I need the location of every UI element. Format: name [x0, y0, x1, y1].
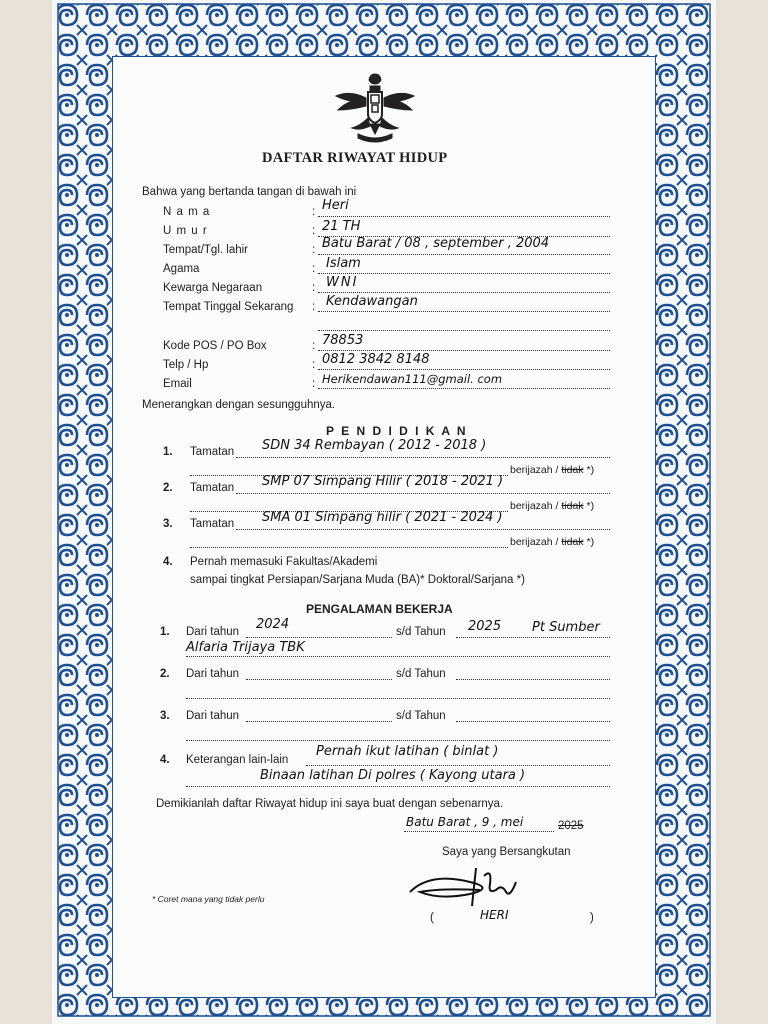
education-item4-line2: sampai tingkat Persiapan/Sarjana Muda (BA)* Doktoral/Sarjana *): [190, 574, 525, 586]
education-section-title: P E N D I D I K A N: [326, 424, 468, 438]
signature-icon: [400, 862, 540, 912]
experience-desc-1a: Pt Sumber: [532, 620, 600, 635]
experience-from-label: Dari tahun: [186, 710, 240, 722]
note-line-1: Pernah ikut latihan ( binlat ): [316, 744, 499, 759]
experience-item-number: 4.: [160, 754, 170, 766]
field-label-kewarganegaraan: Kewarga Negaraan: [163, 282, 263, 294]
ijazah-note: berijazah / tidak *): [510, 464, 595, 476]
field-label-nama: N a m a: [163, 206, 211, 218]
intro-text: Bahwa yang bertanda tangan di bawah ini: [142, 186, 357, 198]
experience-item-number: 2.: [160, 668, 170, 680]
field-label-ttl: Tempat/Tgl. lahir: [163, 244, 249, 256]
experience-from-1: 2024: [256, 617, 290, 632]
education-value-2: SMP 07 Simpang Hilir ( 2018 - 2021 ): [262, 474, 504, 489]
signer-label: Saya yang Bersangkutan: [442, 846, 571, 858]
field-value-ttl: Batu Barat / 08 , september , 2004: [322, 236, 550, 251]
ijazah-note: berijazah / tidak *): [510, 500, 595, 512]
experience-section-title: PENGALAMAN BEKERJA: [306, 602, 453, 616]
education-label: Tamatan: [190, 518, 235, 530]
paren-close: ): [590, 912, 594, 924]
closing-text: Demikianlah daftar Riwayat hidup ini saya buat dengan sebenarnya.: [156, 798, 504, 810]
education-item-number: 2.: [163, 482, 173, 494]
education-item-number: 4.: [163, 556, 173, 568]
field-value-telp: 0812 3842 8148: [322, 352, 430, 367]
year-suffix: 2025: [558, 820, 584, 832]
field-value-tempat-tinggal: Kendawangan: [326, 294, 418, 309]
experience-from-label: Dari tahun: [186, 668, 240, 680]
place-date: Batu Barat , 9 , mei: [406, 815, 524, 829]
document-title: DAFTAR RIWAYAT HIDUP: [262, 150, 448, 166]
paren-open: (: [430, 912, 434, 924]
education-value-3: SMA 01 Simpang hilir ( 2021 - 2024 ): [262, 510, 503, 525]
experience-item-number: 3.: [160, 710, 170, 722]
field-value-email: Herikendawan111@gmail. com: [322, 372, 503, 386]
experience-to-1: 2025: [468, 619, 502, 634]
experience-from-label: Dari tahun: [186, 626, 240, 638]
education-value-1: SDN 34 Rembayan ( 2012 - 2018 ): [262, 438, 487, 453]
field-label-telp: Telp / Hp: [163, 359, 209, 371]
field-value-nama: Heri: [322, 198, 349, 213]
field-label-tempat-tinggal: Tempat Tinggal Sekarang: [163, 301, 294, 313]
experience-to-label: s/d Tahun: [396, 710, 446, 722]
education-item-number: 3.: [163, 518, 173, 530]
footnote: * Coret mana yang tidak perlu: [152, 894, 265, 904]
ijazah-note: berijazah / tidak *): [510, 536, 595, 548]
education-item4-line1: Pernah memasuki Fakultas/Akademi: [190, 556, 378, 568]
experience-to-label: s/d Tahun: [396, 668, 446, 680]
field-label-agama: Agama: [163, 263, 200, 275]
education-item-number: 1.: [163, 446, 173, 458]
field-label-email: Email: [163, 378, 192, 390]
garuda-emblem-icon: [330, 68, 420, 148]
experience-desc-1b: Alfaria Trijaya TBK: [186, 640, 305, 655]
note-line-2: Binaan latihan Di polres ( Kayong utara ): [260, 768, 526, 783]
field-label-kode-pos: Kode POS / PO Box: [163, 340, 267, 352]
field-label-umur: U m u r: [163, 225, 208, 237]
experience-item-number: 1.: [160, 626, 170, 638]
experience-to-label: s/d Tahun: [396, 626, 446, 638]
field-value-agama: Islam: [326, 256, 361, 271]
signer-name: HERI: [480, 908, 509, 922]
education-label: Tamatan: [190, 482, 235, 494]
field-value-kode-pos: 78853: [322, 333, 364, 348]
field-value-kewarganegaraan: WNI: [326, 275, 359, 290]
declaration-text: Menerangkan dengan sesungguhnya.: [142, 399, 336, 411]
field-value-umur: 21 TH: [322, 219, 361, 234]
note-label: Keterangan lain-lain: [186, 754, 289, 766]
education-label: Tamatan: [190, 446, 235, 458]
